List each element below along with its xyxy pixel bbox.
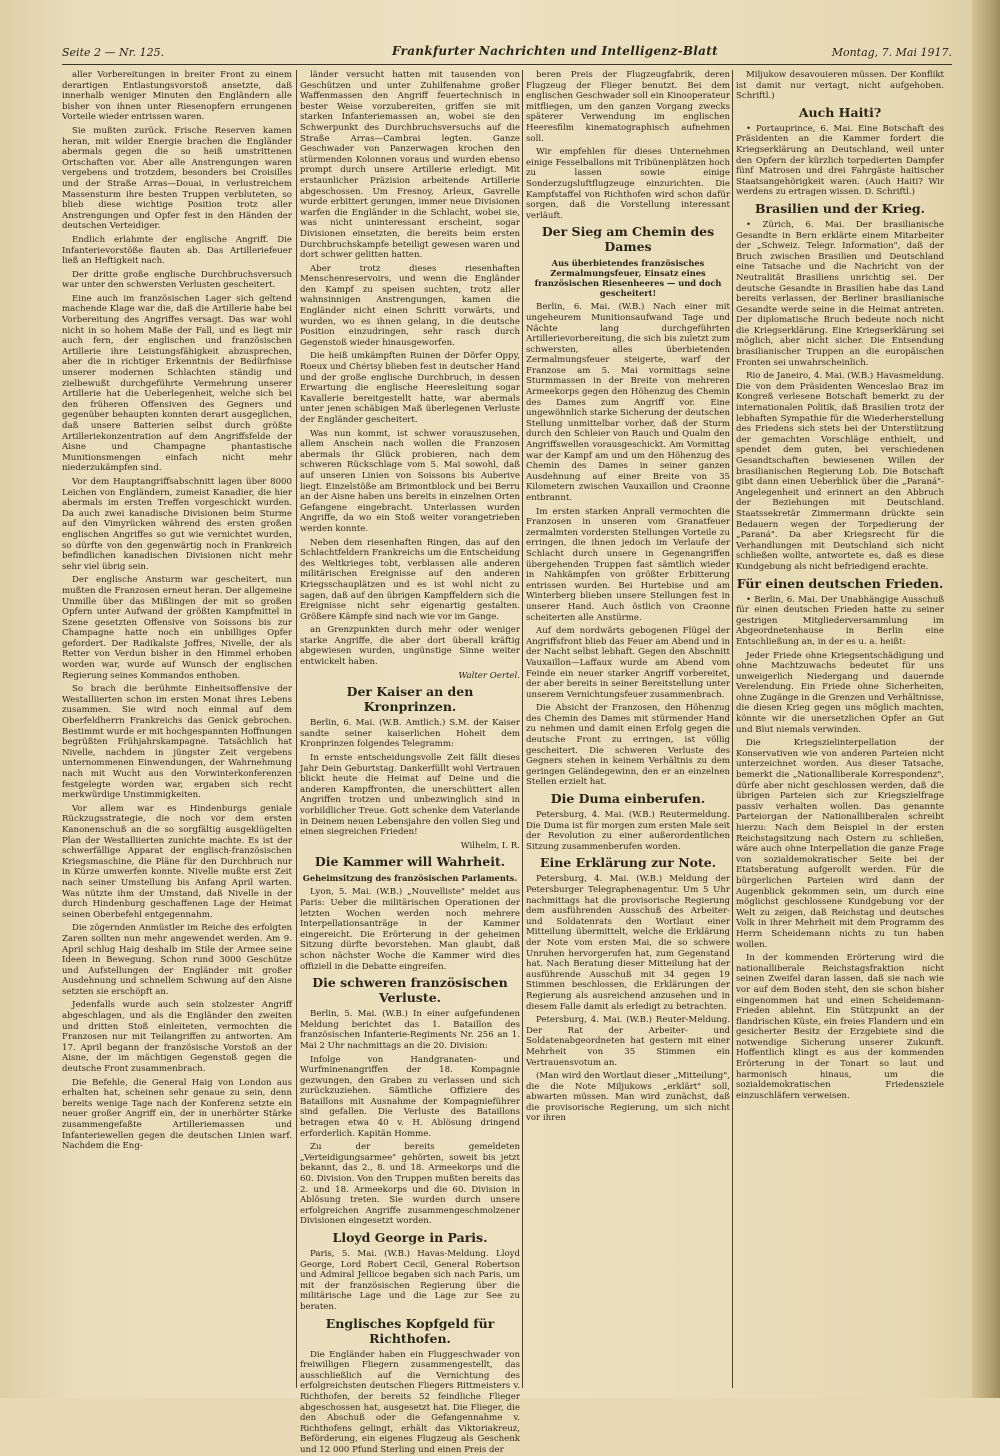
column-3-lead	[526, 70, 730, 221]
column-4	[736, 70, 944, 1388]
paragraph: Die Engländer haben ein Fluggeschwader von freiwilligen Fliegern zusammengestellt, das ausschließlich auf die Vernichtung des erfolgreichsten deutschen Fliegers Rittmeisters v. Richthofen, der bereits 52 feindliche Flieger abgeschossen hat, ausgesetzt hat. Die Flieger, die den Abschuß oder die Gefangennahme v. Richthofens gelingt, erhält das Viktoriakreuz, Beförderung, ein eigenes Flugzeug als Geschenk und 12 000 Pfund Sterling und einen Preis der	[300, 1349, 520, 1455]
article-signature: Wilhelm, I. R.	[460, 840, 520, 851]
column-rule	[732, 70, 733, 1388]
paragraph: • Portauprince, 6. Mai. Eine Botschaft des Präsidenten an die Kammer fordert die Kriegserklärung an Deutschland, weil unter den Opfern der kürzlich torpedierten Dampfer fünf Matrosen und drei Fahrgäste haitischer Staatsangehörigkeit waren. (Auch Haiti? Wir werdens zu ertragen wissen. D. Schriftl.)	[736, 123, 944, 198]
article-headline: Der Kaiser an den Kronprinzen.	[346, 684, 474, 715]
article-subheadline: Aus überbietendes französisches Zermalmungsfeuer, Einsatz eines französischen Riesenheeres — und doch gescheitert!	[534, 258, 722, 299]
column-4-lead	[736, 70, 944, 102]
column-1	[62, 70, 292, 1388]
paragraph: Rio de Janeiro, 4. Mai. (W.B.) Havasmeldung. Die von dem Präsidenten Wenceslao Braz im Kongreß verlesene Botschaft bemerkt zu der internationalen Politik, daß Brasilien trotz der lebhaften Sympathie für die Wiederherstellung des Friedens sich stets bei der Unterstützung der gemachten Vorschläge enthielt, und spendet dem guten, bei verschiedenen Gesandtschaften bewiesenen Willen der brasilianischen Regierung Lob. Die Botschaft gibt dann einen Ueberblick über die „Paraná"-Angelegenheit und erinnert an den Abbruch der Beziehungen mit Deutschland. Staatssekretär Zimmermann drückte sein Bedauern wegen der Torpedierung der „Paraná". Da aber Kriegsrecht für die Verhandlungen mit Deutschland sich nicht schließen wollte, antwortete es, daß es diese Kundgebung als nicht befriedigend erachte.	[736, 371, 944, 572]
paragraph: Vor allem war es Hindenburgs geniale Rückzugsstrategie, die noch vor dem ersten Kanonenschuß an die so sorgfältig ausgeklügelten Plan der Westalliierten zunichte machte. Es ist der schwerfällige Apparat der englisch-französischen Kriegsmaschine, die Pläne für den Durchbruch nur in Kürze umwerfen konnte. Nivelle mußte erst Zeit nach seiner Umstellung bis Anfang April warten. Was nützte ihm der Umstand, daß Nivelle in der durch Hindenburg geschaffenen Lage der Heimat seinen Oberbefehl entgegennahm.	[62, 803, 292, 920]
paragraph: • Zürich, 6. Mai. Der brasilianische Gesandte in Bern erklärte einem Mitarbeiter der „Schweiz. Telegr. Information", daß der Bruch zwischen Brasilien und Deutschland eine Tatsache und die Nachricht von der Neutralität Brasiliens unrichtig sei. Der deutsche Gesandte in Brasilien habe das Land bereits verlassen, der Berliner brasilianische Gesandte werde seine in die Heimat antreten. Der diplomatische Bruch bedeute noch nicht die Kriegserklärung. Eine Kriegserklärung sei möglich, aber nicht sicher. Die Entsendung brasilianischer Truppen an die europäischen Fronten sei unwahrscheinlich.	[736, 219, 944, 368]
paragraph: Im ersten starken Anprall vermochten die Franzosen in unseren vom Granatfeuer zermalmten vordersten Stellungen Vorteile zu erringen, die ihnen jedoch im Verlaufe der Schlacht durch unsere in Gegenangriffen übergehenden Truppen fast sämtlich wieder in Nahkämpfen von größter Erbitterung entrissen wurden. Bei Hurtebise und am Winterberg blieben unsere Stellungen fest in unserer Hand. Auch östlich von Craonne scheiterten alle Anstürme.	[526, 506, 730, 623]
column-2-text	[300, 70, 520, 668]
article	[736, 201, 944, 573]
column-rule	[522, 70, 523, 1388]
article-headline: Der Sieg am Chemin des Dames	[541, 224, 715, 255]
header-page-number: Seite 2 — Nr. 125.	[62, 46, 165, 59]
paragraph: Petersburg, 4. Mai. (W.B.) Reutermeldung. Die Duma ist für morgen zum ersten Male seit der Revolution zu einer außerordentlichen Sitzung zusammenberufen worden.	[526, 810, 730, 852]
column-3	[526, 70, 730, 1388]
column-rule	[296, 70, 297, 1388]
article-subheadline: Geheimsitzung des französischen Parlaments.	[302, 873, 518, 884]
page-header	[62, 44, 952, 65]
paragraph: beren Preis der Flugzeugfabrik, deren Flugzeug der Flieger benutzt. Bei dem englischen Geschwader soll ein Kinooperateur mitfliegen, um den ganzen Vorgang zwecks späterer Verwendung im englischen Heeresfilm kinematographisch aufnehmen soll.	[526, 70, 730, 144]
paragraph: In ernste entscheidungsvolle Zeit fällt dieses Jahr Dein Geburtstag. Dankerfüllt wohl Vertrauen blickt heute die Heimat auf Deine und die anderen Kampffronten, die unerschüttert allen Angriffen trotzen und unbezwinglich sind in vorbildlicher Treue. Gott schenke dem Vaterlande in Deinem neuen Lebensjahre den vollen Sieg und einen siegreichen Frieden!	[300, 753, 520, 838]
paragraph: Die heiß umkämpften Ruinen der Dörfer Oppy, Roeux und Chérisy blieben fest in deutscher Hand und der große englische Durchbruch, in dessen Erwartung die englische Heeresleitung sogar Kavallerie bereitgestellt hatte, war abermals unter jenen schäbigen Maß überlegenen Verluste der Engländer gescheitert.	[300, 351, 520, 425]
paragraph: an Grenzpunkten durch mehr oder weniger starke Angriffe, die aber dort überall kräftig abgewiesen wurden, ungünstige Sinne weiter entwickelt haben.	[300, 625, 520, 668]
paragraph: • Berlin, 6. Mai. Der Unabhängige Ausschuß für einen deutschen Frieden hatte zu seiner gestrigen Mitgliederversammlung im Abgeordnetenhause in Berlin eine Entschließung an, in der es u. a. heißt:	[736, 594, 944, 647]
article-headline: Die Kammer will Wahrheit.	[314, 854, 506, 870]
paragraph: Der dritte große englische Durchbruchsversuch war unter den schwersten Verlusten gescheitert.	[62, 269, 292, 291]
paragraph: aller Vorbereitungen in breiter Front zu einem derartigen Entlastungsvorstoß ansetzte, daß innerhalb weniger Minuten den Engländern alle bisher von ihnen unter Riesenopfern errungenen Vorteile wieder entrissen waren.	[62, 70, 292, 123]
paragraph: Die Befehle, die General Haig von London aus erhalten hat, scheinen sehr genaue zu sein, denn bereits wenige Tage nach der Konferenz setzte ein neuer großer Angriff ein, der in unerhörter Stärke zusammengefaßte Artilleriemassen und Infanteriewellen gegen die deutschen Linien warf. Nachdem die Eng-	[62, 1077, 292, 1152]
article-headline: Englisches Kopfgeld für Richthofen.	[325, 1315, 495, 1346]
column-2-articles	[300, 684, 520, 1455]
column-2	[300, 70, 520, 1455]
paragraph: Die Absicht der Franzosen, den Höhenzug des Chemin des Dames mit stürmender Hand zu nehmen und damit einen Erfolg gegen die deutsche Front zu erringen, ist völlig gescheitert. Die schweren Verluste des Gegners stehen in keinem Verhältnis zu dem geringen Geländegewinn, den er an einzelnen Stellen erzielt hat.	[526, 703, 730, 788]
paragraph: Berlin, 5. Mai. (W.B.) In einer aufgefundenen Meldung berichtet das 1. Bataillon des französischen Infanterie-Regiments Nr. 256 an 1. Mai 2 Uhr nachmittags an die 20. Division:	[300, 1009, 520, 1051]
article-headline: Für einen deutschen Frieden.	[736, 575, 944, 591]
article	[736, 105, 944, 198]
article-headline: Auch Haiti?	[798, 104, 882, 120]
article	[526, 855, 730, 1124]
article	[736, 576, 944, 1102]
paragraph: länder versucht hatten mit tausenden von Geschützen und unter Zuhilfenahme großer Waffenmassen den Angriff feuertechnisch in bester Weise vorzubereiten, griffen sie mit starken Infanteriemassen an, wobei sie den Schwerpunkt des Durchbruchsversuchs auf die Straße Arras—Cambrai legten. Ganze Geschwader von Panzerwagen krochen den stürmenden Kolonnen voraus und wurden ebenso prompt durch unsere Artillerie erledigt. Mit erstaunlicher Präzision arbeitende Artillerie abgeschossen. Um Fresnoy, Arleux, Gavrelle wurde erbittert gerungen, immer neue Divisionen warfen die Engländer in die Schlacht, wobei sie, was nicht uninteressant erscheint, sogar Divisionen einsetzten, die bereits beim ersten Durchbruchskampfe beteiligt gewesen waren und dort schwer gelitten hatten.	[300, 70, 520, 261]
paragraph: Eine auch im französischen Lager sich geltend machende Klage war die, daß die Artillerie habe bei Vorbereitung des Angriffes versagt. Das war wohl nicht in so hohem Maße der Fall, und es liegt mir auch fern, der englischen und französischen Artillerie ihre Leistungsfähigkeit abzusprechen, aber die in richtiger Erkenntnis der Bedürfnisse unserer modernen Schlachten ständig und zielbewußt durchgeführte Vermehrung unserer Artillerie hat die Ueberlegenheit, welche sich bei den früheren Offensiven des Gegners und gegenüber behaupten konnten derart ausgeglichen, daß unsere Batterien selbst durch größte Artilleriekonzentration auf dem Angriffsfelde der Aisne und Champagne phantastische Munitionsmengen einfach nicht mehr niederzukämpfen sind.	[62, 293, 292, 474]
paragraph: Die zögernden Anmüstler im Reiche des erfolgten Zaren sollten nun mehr angewendet werden. Am 9. April schlug Haig deshalb im Stile der Armee seine Ideen in Bewegung. Schon rund 3000 Geschütze und Aufstellungen der Engländer mit großer Ausdehnung und schnellem Schwung auf den Aisne setzten sie erschöpft an.	[62, 923, 292, 997]
paragraph: In der kommenden Erörterung wird die nationalliberale Reichstagsfraktion nicht seinen Zweifel daran lassen, daß sie nach wie vor auf dem Boden steht, den sie schon bisher eingenommen hat und einen Scheidemann-Frieden ablehnt. Ein Stützpunkt an der flandrischen Küste, ein freies Flandern und ein gesicherter Besitz der Erzgebiete sind die notwendige Sicherung unserer Zukunft. Hoffentlich klingt es aus der kommenden Erörterung in der Tonart so laut und harmonisch hinaus, um die sozialdemokratischen Friedensziele einzuschläfern verweisen.	[736, 953, 944, 1101]
paragraph: Lyon, 5. Mai. (W.B.) „Nouvelliste" meldet aus Paris: Ueber die militärischen Operationen der letzten Wochen werden noch mehrere Interpellationsanträge in der Kammer eingereicht. Die Erörterung in der geheimen Sitzung dürfte bevorstehen. Man glaubt, daß schon nächster Woche die Kammer wird dies offiziell in die Debatte eingreifen.	[300, 887, 520, 972]
paragraph: Endlich erlahmte der englische Angriff. Die Infanterievorstöße flauten ab. Das Artilleriefeuer ließ an Heftigkeit nach.	[62, 234, 292, 267]
paragraph: Vor dem Hauptangriffsabschnitt lagen über 8000 Leichen von Engländern, zumeist Kanadier, die hier abermals im ersten Treffen vorgeschickt wurden. Da auch zwei kanadische Divisionen beim Sturme auf den Vimyrücken während des ersten großen englischen Angriffes so gut wie vernichtet wurden, so dürfte von den gegenwärtig noch in Frankreich befindlichen kanadischen Divisionen nicht mehr sehr viel übrig sein.	[62, 476, 292, 572]
paragraph: Miljukow desavouieren müssen. Der Konflikt ist damit nur vertagt, nicht aufgehoben. Schriftl.)	[736, 70, 944, 102]
paragraph: Die Kriegszielinterpellation der Konservativen wie von anderen Parteien nicht unterzeichnet worden. Aus dieser Tatsache, bemerkt die „Nationalliberale Korrespondenz", dürfe aber nicht geschlossen werden, daß die übrigen Parteien sich zur Kriegszielfrage passiv verhalten wollen. Das genannte Parteiorgan der Nationalliberalen schreibt hierzu: Nach dem Beispiel in der ersten Reichstagsitzung nach Ostern zu schließen, wäre auch ohne Interpellation die ganze Frage von sozialdemokratischer Seite bei der Etatsberatung aufgerollt werden. Für die bürgerlichen Parteien wird dann der Augenblick gekommen sein, um durch eine möglichst geschlossene Kundgebung vor der Welt zu zeigen, daß Reichstag und deutsches Volk in ihrer Mehrheit mit dem Programm des Herrn Scheidemann nichts zu tun haben wollen.	[736, 738, 944, 950]
article	[300, 854, 520, 972]
paragraph: Sie mußten zurück. Frische Reserven kamen heran, mit wilder Energie brachen die Engländer abermals gegen die so heiß umstrittenen Ortschaften vor. Aber alle Anstrengungen waren vergebens und trotzdem, besonders bei Croisilles und der Straße Arras—Douai, in verlustreichem Massensturm ihre besten Truppen verbluteten, so blieb diese wichtige Position trotz aller Anstrengungen und Opfer fest in den Händen der deutschen Verteidiger.	[62, 125, 292, 232]
article-headline: Brasilien und der Krieg.	[754, 200, 926, 216]
column-4-articles	[736, 105, 944, 1102]
header-date: Montag, 7. Mai 1917.	[831, 46, 952, 59]
column-3-articles	[526, 224, 730, 1124]
paragraph: Paris, 5. Mai. (W.B.) Havas-Meldung. Lloyd George, Lord Robert Cecil, General Robertson und Admiral Jellicoe begaben sich nach Paris, um mit der französischen Regierung über die militärische Lage und die Lage zur See zu beraten.	[300, 1249, 520, 1312]
paragraph: Jeder Friede ohne Kriegsentschädigung und ohne Machtzuwachs bedeutet für uns unweigerlich Niedergang und dauernde Verelendung. Ein Friede ohne Sicherheiten, ohne Zugänge in die Grenzen und Verhältnisse, die diesen Krieg gegen uns möglich machten, könnte wir die unersetzlichen Opfer an Gut und Blut niemals verwinden.	[736, 650, 944, 735]
paragraph: Neben dem riesenhaften Ringen, das auf den Schlachtfeldern Frankreichs um die Entscheidung des Weltkrieges tobt, verblassen alle anderen militärischen Ereignisse auf den anderen Kriegsschauplätzen und es ist wohl nicht zu sagen, daß auf den übrigen Kampffeldern sich die Ereignisse nicht sehr eigenartig gestalten. Größere Kämpfe sind nach wie vor im Gange.	[300, 537, 520, 622]
paragraph: Berlin, 6. Mai. (W.B. Amtlich.) S.M. der Kaiser sandte seiner kaiserlichen Hoheit dem Kronprinzen folgendes Telegramm:	[300, 718, 520, 750]
paragraph: Berlin, 6. Mai. (W.B.) Nach einer mit ungeheurem Munitionsaufwand Tage und Nächte lang durchgeführten Artillerievorbereitung, die sich bis zuletzt zum schwersten, alles überbietenden Zermalmungsfeuer steigerte, warf der Franzose am 5. Mai vormittags seine Sturmmassen in der Breite von mehreren Armeekorps gegen den Höhenzug des Chemin des Dames zum Angriff vor. Eine ungewöhnlich starke Sicherung der deutschen Stellung unmittelbar vorher, daß der Sturm durch den Schleier von Rauch und Qualm den Angriffswellen vorausgeschickt. Am Vormittag war der Kampf am und um den Höhenzug des Chemin des Dames in seiner ganzen Ausdehnung auf einer Breite von 35 Kilometern zwischen Vauxaillon und Craonne entbrannt.	[526, 302, 730, 503]
column-1-text	[62, 70, 292, 1152]
article	[300, 1230, 520, 1313]
header-masthead: Frankfurter Nachrichten und Intelligenz-Blatt	[392, 44, 718, 58]
paragraph: So brach die berühmte Einheitsoffensive der Westalliierten schon im ersten Monat ihres Lebens zusammen. Sie wird noch einmal auf dem Oberfeldherrn Frankreichs das Genick gebrochen. Bestimmt wurde er mit hochgespannten Hoffnungen begrüßten Frühjahrskampagne. Tatsächlich hat Nivelle, nachdem in jüngster Zeit vergebens unternommenen Einwendungen, der Wahrnehmung nach mit Wucht aus den Vorwinterkonferenzen festgelegte worden war, ergaben sich recht merkwürdige Unstimmigkeiten.	[62, 684, 292, 801]
paragraph: Petersburg, 4. Mai. (W.B.) Reuter-Meldung. Der Rat der Arbeiter- und Soldatenabgeordneten hat gestern mit einer Mehrheit von 35 Stimmen ein Vertrauensvotum an.	[526, 1015, 730, 1068]
article-headline: Eine Erklärung zur Note.	[539, 855, 717, 871]
paragraph: Auf dem nordwärts gebogenen Flügel der Angriffsfront blieb das Feuer am Abend und in der Nacht selbst lebhaft. Gegen den Abschnitt Vauxaillon—Laffaux wurde am Abend vom Feinde ein neuer starker Angriff vorbereitet, der aber bereits in seiner Bereitstellung unter unserem Vernichtungsfeuer zusammenbrach.	[526, 626, 730, 700]
article	[300, 684, 520, 851]
paragraph: Zu der bereits gemeldeten „Verteidigungsarmee" gehörten, soweit bis jetzt bekannt, das 2., 8. und 18. Armeekorps und die 60. Division. Von den Truppen mußten bereits das 2. und 18. Armeekorps und die 60. Division in Ablösung treten. Sie wurden durch unsere erfolgreichen Angriffe zusammengeschmolzener Divisionen eingesetzt worden.	[300, 1142, 520, 1227]
article	[300, 1316, 520, 1456]
article	[300, 975, 520, 1227]
paragraph: Was nun kommt, ist schwer vorauszusehen, allem Anschein nach wollen die Franzosen abermals ihr Glück probieren, nach dem schweren Rückschlage vom 5. Mai sowohl, daß auf unseren Linien von Soissons bis Auberive liegt. Einzelstöße am Brimontblock und bei Berru an der Aisne haben uns bereits in einzelnen Orten Gefangene eingebracht. Unterlassen wurden Angriffe, da wo ein Stoß weiter vorangetrieben werden konnte.	[300, 428, 520, 534]
paragraph: Jedenfalls wurde auch sein stolzester Angriff abgeschlagen, und als die Engländer den zweiten und dritten Stoß einleiteten, vermochten die Franzosen nur mit Teilangriffen zu antworten. Am 17. April begann der französische Vorstoß an der Aisne, der im mächtigen Gegenstoß gegen die deutsche Front zusammenbrach.	[62, 1000, 292, 1075]
article-headline: Die Duma einberufen.	[550, 791, 706, 807]
paragraph: Der englische Ansturm war gescheitert, nun mußten die Franzosen erneut heran. Der allgemeine Unmille über das Mißlingen der mit so großen Opfern unter Aufwand der größten Kampfmittel in Szene gesetzten Offensive von Soissons bis zur Champagne hatte noch ein unbilliges Opfer gefordert. Der Radikalste Joffres, Nivelle, der als Retter von Verdun bisher in den Himmel erhoben worden war, wurde auf Wunsch der englischen Regierung seines Kommandos enthoben.	[62, 575, 292, 681]
paragraph: Wir empfehlen für dieses Unternehmen einige Fesselballons mit Tribünenplätzen hoch zu lassen sowie einige Sonderzugsluftflugzeuge einzurichten. Die Kampfstaffel von Richthofen wird schon dafür sorgen, daß die Vorstellung interessant verläuft.	[526, 147, 730, 221]
paragraph: Petersburg, 4. Mai. (W.B.) Meldung der Petersburger Telegraphenagentur. Um 5 Uhr nachmittags hat die provisorische Regierung dem ausführenden Ausschuß des Arbeiter- und Soldatenrats den Wortlaut einer Mitteilung übermittelt, welche die Erklärung der Note vom ersten Mai, die so schwere Unruhen hervorgerufen hat, zum Gegenstand hat. Nach Beratung dieser Mitteilung hat der ausführende Ausschuß mit 34 gegen 19 Stimmen beschlossen, die Erklärungen der Regierung als ausreichend anzusehen und in diesem Falle damit als erledigt zu betrachten.	[526, 874, 730, 1012]
article-headline: Lloyd George in Paris.	[332, 1230, 488, 1245]
paragraph: Infolge von Handgranaten- und Wurfminenangriffen der 18. Kompagnie gezwungen, den Graben zu verlassen und sich zurückzuziehen. Sämtliche Offiziere des Bataillons mit Ausnahme der Kompagnieführer sind gefallen. Die Verluste des Bataillons betragen etwa 40 v. H. Ablösung dringend erforderlich. Kapitän Homme.	[300, 1054, 520, 1139]
paragraph: (Man wird den Wortlaut dieser „Mitteilung", die die Note Miljukows „erklärt" soll, abwarten müssen. Man wird zunächst, daß die provisorische Regierung, um sich nicht vor ihren	[526, 1071, 730, 1124]
page-edge	[972, 0, 1000, 1398]
article-headline: Die schweren französischen Verluste.	[312, 975, 508, 1006]
author-signature: Walter Oertel.	[458, 670, 520, 681]
article	[526, 791, 730, 852]
article	[526, 224, 730, 788]
paragraph: Aber trotz dieses riesenhaften Menschenreservoirs, und wenn die Engländer den Kampf zu speisen suchten, trotz aller wahnsinnigen Anstrengungen, kamen die Engländer nicht einen Schritt vorwärts, und wurden, wo es ihnen gelang, in die deutsche Position einzudringen, sehr rasch durch Gegenstoß wieder hinausgeworfen.	[300, 263, 520, 348]
